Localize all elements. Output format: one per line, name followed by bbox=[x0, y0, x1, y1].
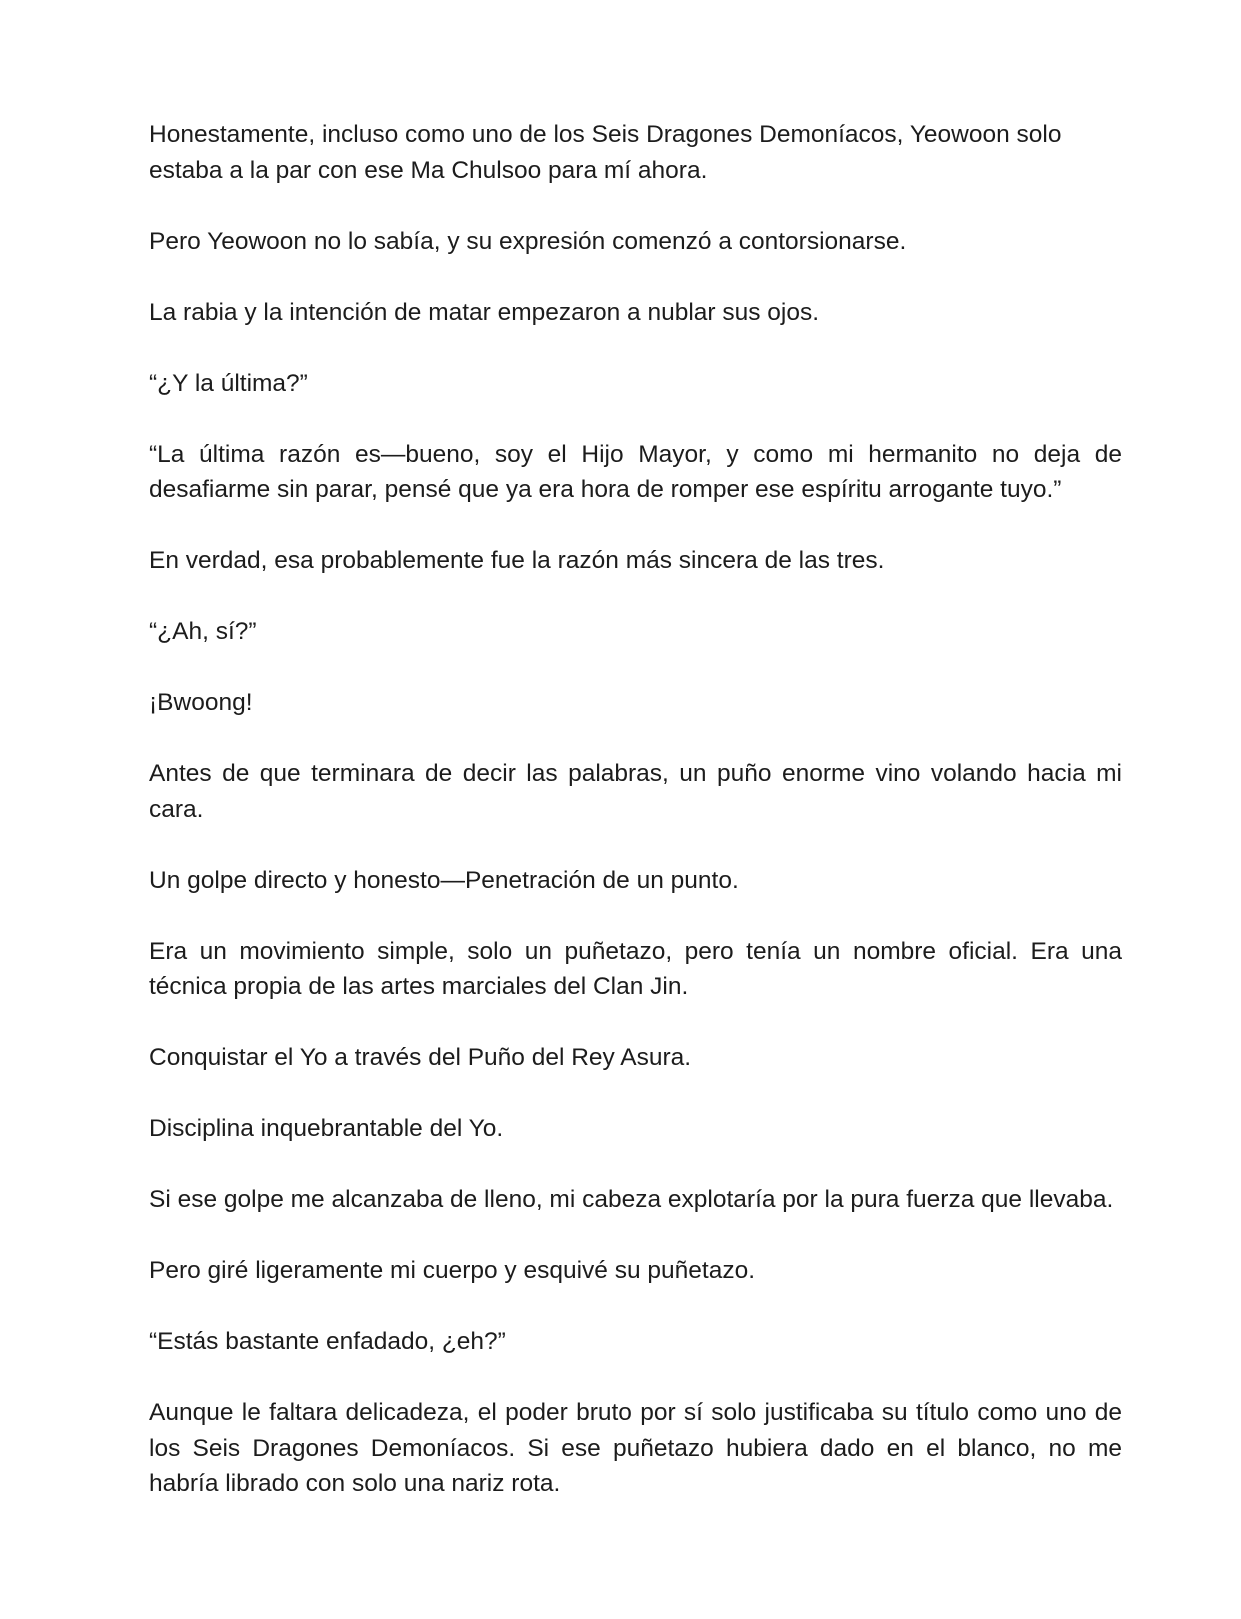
paragraph: Pero Yeowoon no lo sabía, y su expresión comenzó a contorsionarse. bbox=[149, 227, 907, 255]
sound-effect: ¡Bwoong! bbox=[149, 689, 253, 716]
paragraph: Un golpe directo y honesto—Penetración de un punto. bbox=[149, 866, 739, 894]
paragraph: Disciplina inquebrantable del Yo. bbox=[149, 1115, 504, 1142]
paragraph: Pero giré ligeramente mi cuerpo y esquivé su puñetazo. bbox=[149, 1257, 756, 1284]
dialogue-line: “¿Y la última?” bbox=[149, 369, 308, 397]
paragraph: Era un movimiento simple, solo un puñetazo, pero tenía un nombre oficial. Era una técnica propia de las artes marciales del Clan Jin. bbox=[149, 937, 1122, 1000]
paragraph: Conquistar el Yo a través del Puño del Rey Asura. bbox=[149, 1044, 692, 1071]
dialogue-line: “Estás bastante enfadado, ¿eh?” bbox=[149, 1328, 506, 1355]
paragraph: Aunque le faltara delicadeza, el poder bruto por sí solo justificaba su título como uno de los Seis Dragones Demoníacos. Si ese puñetazo hubiera dado en el blanco, no me habría librado con solo una nariz rota. bbox=[149, 1399, 1122, 1497]
dialogue-line: “La última razón es—bueno, soy el Hijo Mayor, y como mi hermanito no deja de desafiarme sin parar, pensé que ya era hora de romper ese espíritu arrogante tuyo.” bbox=[149, 440, 1122, 503]
paragraph: En verdad, esa probablemente fue la razón más sincera de las tres. bbox=[149, 547, 885, 574]
paragraph: Antes de que terminara de decir las palabras, un puño enorme vino volando hacia mi cara. bbox=[149, 760, 1122, 823]
document-body bbox=[149, 117, 1122, 1537]
paragraph: Si ese golpe me alcanzaba de lleno, mi cabeza explotaría por la pura fuerza que llevaba. bbox=[149, 1186, 1114, 1213]
paragraph: Honestamente, incluso como uno de los Seis Dragones Demoníacos, Yeowoon solo estaba a la par con ese Ma Chulsoo para mí ahora. bbox=[149, 121, 1062, 184]
dialogue-line: “¿Ah, sí?” bbox=[149, 618, 257, 645]
paragraph: La rabia y la intención de matar empezaron a nublar sus ojos. bbox=[149, 298, 820, 326]
